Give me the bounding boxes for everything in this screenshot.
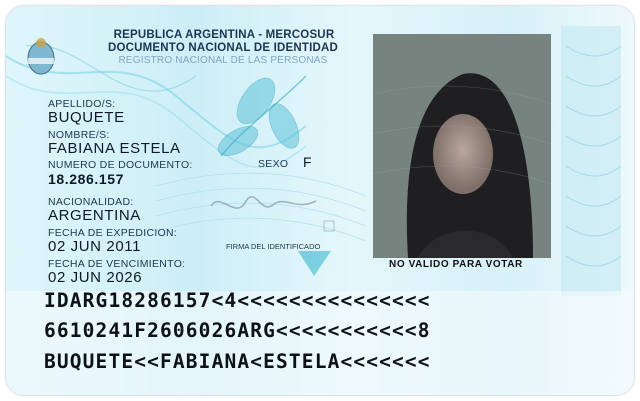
header-line-2: DOCUMENTO NACIONAL DE IDENTIDAD	[107, 42, 339, 54]
coat-of-arms-icon	[24, 34, 58, 78]
nationality-value: ARGENTINA	[48, 207, 141, 224]
sex-label: SEXO	[258, 158, 289, 170]
holder-photo	[373, 34, 551, 258]
issue-date-value: 02 JUN 2011	[48, 238, 142, 255]
header-line-1: REPUBLICA ARGENTINA - MERCOSUR	[113, 29, 335, 41]
photo-caption: NO VALIDO PARA VOTAR	[389, 259, 523, 270]
header-line-3: REGISTRO NACIONAL DE LAS PERSONAS	[118, 55, 328, 66]
nationality-label: NACIONALIDAD:	[48, 196, 134, 208]
mrz-line-2: 6610241F2606026ARG<<<<<<<<<<<8	[44, 319, 431, 342]
sex-value: F	[303, 154, 313, 170]
document-number-value: 18.286.157	[48, 171, 125, 187]
surname-label: APELLIDO/S:	[48, 98, 116, 110]
document-number-label: NUMERO DE DOCUMENTO:	[48, 159, 193, 171]
signature-caption: FIRMA DEL IDENTIFICADO	[226, 242, 321, 251]
issue-date-label: FECHA DE EXPEDICION:	[48, 227, 178, 239]
surname-value: BUQUETE	[48, 109, 125, 126]
mrz-line-3: BUQUETE<<FABIANA<ESTELA<<<<<<<	[44, 350, 431, 373]
id-card	[6, 6, 634, 395]
mrz-line-1: IDARG18286157<4<<<<<<<<<<<<<<<	[44, 289, 431, 312]
expiry-date-label: FECHA DE VENCIMIENTO:	[48, 258, 186, 270]
portrait-image	[373, 34, 551, 258]
given-names-label: NOMBRE/S:	[48, 129, 110, 141]
expiry-date-value: 02 JUN 2026	[48, 269, 143, 286]
given-names-value: FABIANA ESTELA	[48, 140, 181, 157]
